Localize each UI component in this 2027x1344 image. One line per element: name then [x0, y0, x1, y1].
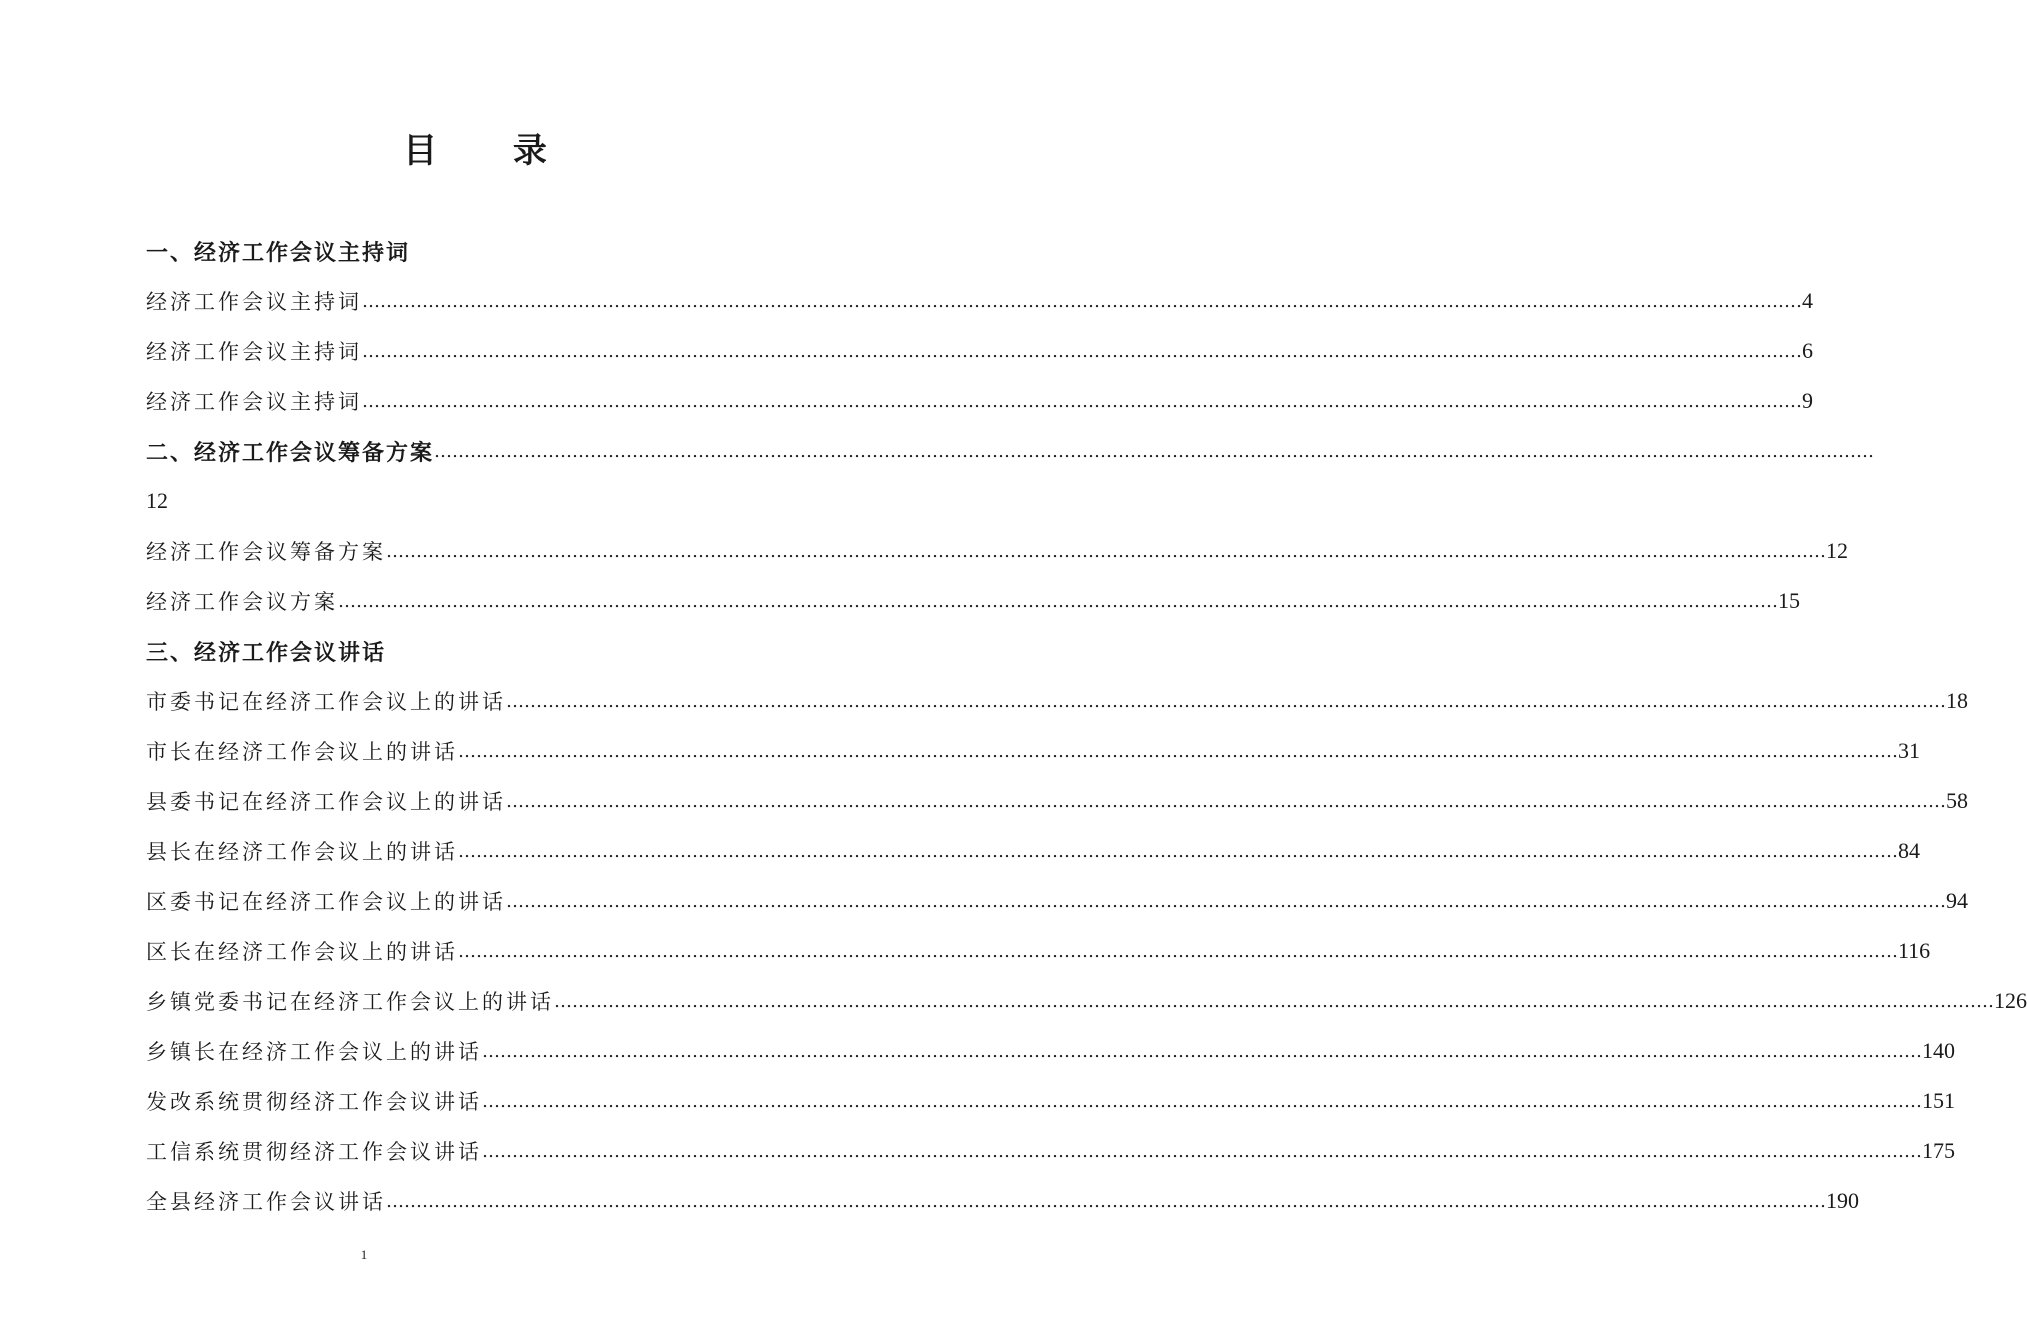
toc-dot-leader: ……………………………………………………………………………………………………………………………………………………………………………………………………………………: [362, 340, 1802, 362]
toc-entry-title: 市长在经济工作会议上的讲话: [146, 740, 458, 764]
toc-entry[interactable]: [146, 826, 1920, 876]
toc-entry[interactable]: [146, 1176, 1859, 1226]
toc-dot-leader: ……………………………………………………………………………………………………………………………………………………………………………………………………………………: [506, 790, 1946, 812]
toc-page-number: 175: [1922, 1138, 1955, 1163]
toc-dot-leader: ……………………………………………………………………………………………………………………………………………………………………………………………………………………: [506, 690, 1946, 712]
toc-dot-leader: ……………………………………………………………………………………………………………………………………………………………………………………………………………………: [362, 390, 1802, 412]
toc-dot-leader: ……………………………………………………………………………………………………………………………………………………………………………………………………………………: [482, 1090, 1922, 1112]
toc-page-number: 18: [1946, 688, 1968, 713]
toc-dot-leader: ……………………………………………………………………………………………………………………………………………………………………………………………………………………: [386, 1190, 1826, 1212]
toc-entry-title: 县委书记在经济工作会议上的讲话: [146, 790, 506, 814]
toc-entry-title: 乡镇党委书记在经济工作会议上的讲话: [146, 990, 554, 1014]
toc-entry-title: 县长在经济工作会议上的讲话: [146, 840, 458, 864]
toc-entry[interactable]: [146, 676, 1968, 726]
toc-entry-title: 区长在经济工作会议上的讲话: [146, 940, 458, 964]
toc-dot-leader: ……………………………………………………………………………………………………………………………………………………………………………………………………………………: [458, 940, 1898, 962]
toc-page-number: 140: [1922, 1038, 1955, 1063]
toc-entry-title: 工信系统贯彻经济工作会议讲话: [146, 1140, 482, 1164]
toc-dot-leader: ……………………………………………………………………………………………………………………………………………………………………………………………………………………: [482, 1040, 1922, 1062]
toc-section-heading[interactable]: [146, 626, 806, 676]
toc-entry[interactable]: [146, 776, 1968, 826]
toc-entry-title: 经济工作会议方案: [146, 590, 338, 614]
toc-entry-title: 经济工作会议主持词: [146, 390, 362, 414]
toc-dot-leader: ……………………………………………………………………………………………………………………………………………………………………………………………………………………: [554, 990, 1994, 1012]
toc-entry-title: 二、经济工作会议筹备方案: [146, 440, 435, 466]
toc-entry[interactable]: [146, 1026, 1955, 1076]
toc-page-number: 4: [1802, 288, 1813, 313]
toc-page-number: 31: [1898, 738, 1920, 763]
toc-page-number: 9: [1802, 388, 1813, 413]
toc-dot-leader: ……………………………………………………………………………………………………………………………………………………………………………………………………………………: [482, 1140, 1922, 1162]
toc-section-heading[interactable]: [146, 426, 1875, 476]
toc-page-number: 94: [1946, 888, 1968, 913]
toc-entry-title: 市委书记在经济工作会议上的讲话: [146, 690, 506, 714]
toc-dot-leader: ……………………………………………………………………………………………………………………………………………………………………………………………………………………: [338, 590, 1778, 612]
toc-dot-leader: ……………………………………………………………………………………………………………………………………………………………………………………………………………………: [458, 740, 1898, 762]
toc-page-number: 126: [1994, 988, 2027, 1013]
toc-entry-title: 发改系统贯彻经济工作会议讲话: [146, 1090, 482, 1114]
toc-entry[interactable]: [146, 726, 1920, 776]
toc-dot-leader: ……………………………………………………………………………………………………………………………………………………………………………………………………………………: [434, 440, 1875, 462]
toc-entry-title: 区委书记在经济工作会议上的讲话: [146, 890, 506, 914]
toc-entry[interactable]: [146, 1076, 1955, 1126]
toc-page-number: 6: [1802, 338, 1813, 363]
toc-page-number: 84: [1898, 838, 1920, 863]
toc-page-number: 15: [1778, 588, 1800, 613]
toc-entry-title: 一、经济工作会议主持词: [146, 240, 411, 266]
toc-entry[interactable]: [146, 276, 1813, 326]
toc-entry[interactable]: [146, 326, 1813, 376]
toc-entry[interactable]: [146, 876, 1968, 926]
toc-dot-leader: ……………………………………………………………………………………………………………………………………………………………………………………………………………………: [458, 840, 1898, 862]
toc-entry[interactable]: [146, 476, 806, 526]
toc-dot-leader: ……………………………………………………………………………………………………………………………………………………………………………………………………………………: [386, 540, 1826, 562]
toc-entry[interactable]: [146, 926, 1931, 976]
toc-page-number: 151: [1922, 1088, 1955, 1113]
toc-entry-title: 全县经济工作会议讲话: [146, 1190, 386, 1214]
toc-entry-title: 三、经济工作会议讲话: [146, 640, 387, 666]
table-of-contents: [146, 226, 2027, 1226]
toc-entry-title: 经济工作会议筹备方案: [146, 540, 386, 564]
toc-entry-title: 经济工作会议主持词: [146, 290, 362, 314]
page-number: 1: [360, 1247, 368, 1262]
toc-dot-leader: ……………………………………………………………………………………………………………………………………………………………………………………………………………………: [362, 290, 1802, 312]
toc-entry[interactable]: [146, 576, 1800, 626]
toc-entry[interactable]: [146, 376, 1813, 426]
toc-page-number: 190: [1826, 1188, 1859, 1213]
toc-page-number: 116: [1898, 938, 1931, 963]
toc-entry[interactable]: [146, 1126, 1955, 1176]
toc-entry[interactable]: [146, 526, 1848, 576]
toc-section-heading[interactable]: [146, 226, 806, 276]
toc-page-number: 12: [1826, 538, 1848, 563]
toc-entry-title: 12: [146, 488, 168, 513]
toc-entry-title: 乡镇长在经济工作会议上的讲话: [146, 1040, 482, 1064]
toc-entry-title: 经济工作会议主持词: [146, 340, 362, 364]
page-title: 目 录: [403, 131, 579, 171]
toc-dot-leader: ……………………………………………………………………………………………………………………………………………………………………………………………………………………: [506, 890, 1946, 912]
toc-entry[interactable]: [146, 976, 2027, 1026]
toc-page-number: 58: [1946, 788, 1968, 813]
